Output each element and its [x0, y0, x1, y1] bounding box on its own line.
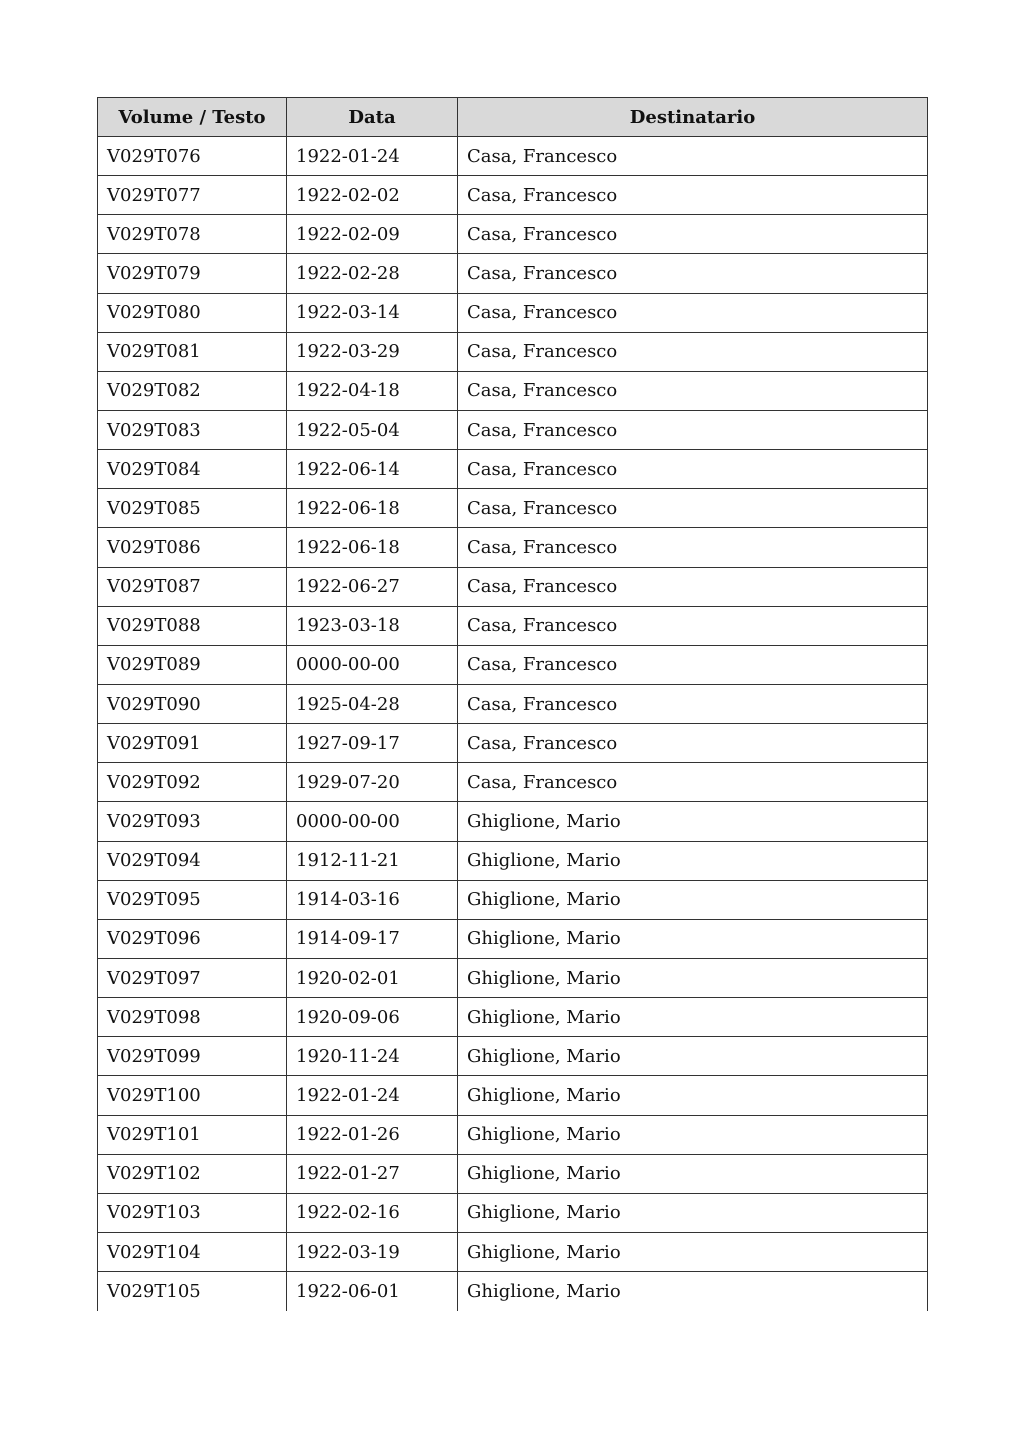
cell-volume-testo: V029T091	[98, 724, 287, 763]
table-row	[98, 919, 928, 958]
header-data: Data	[287, 98, 458, 137]
table-row	[98, 1232, 928, 1271]
cell-destinatario: Casa, Francesco	[458, 684, 928, 723]
cell-data: 1923-03-18	[287, 606, 458, 645]
cell-data: 1912-11-21	[287, 841, 458, 880]
table-row	[98, 489, 928, 528]
table-row	[98, 1076, 928, 1115]
letters-table	[97, 97, 928, 1311]
cell-destinatario: Casa, Francesco	[458, 528, 928, 567]
cell-data: 1922-06-27	[287, 567, 458, 606]
table-body	[98, 137, 928, 1311]
cell-volume-testo: V029T078	[98, 215, 287, 254]
cell-destinatario: Ghiglione, Mario	[458, 841, 928, 880]
table-row	[98, 410, 928, 449]
table-row	[98, 567, 928, 606]
cell-volume-testo: V029T076	[98, 137, 287, 176]
cell-data: 1922-03-19	[287, 1232, 458, 1271]
cell-volume-testo: V029T087	[98, 567, 287, 606]
cell-data: 1922-04-18	[287, 371, 458, 410]
cell-volume-testo: V029T096	[98, 919, 287, 958]
cell-data: 1922-02-09	[287, 215, 458, 254]
cell-destinatario: Ghiglione, Mario	[458, 802, 928, 841]
cell-data: 1920-09-06	[287, 998, 458, 1037]
table-row	[98, 450, 928, 489]
cell-destinatario: Casa, Francesco	[458, 371, 928, 410]
cell-data: 1922-03-14	[287, 293, 458, 332]
table-row	[98, 1037, 928, 1076]
cell-destinatario: Ghiglione, Mario	[458, 1076, 928, 1115]
cell-destinatario: Casa, Francesco	[458, 293, 928, 332]
cell-volume-testo: V029T100	[98, 1076, 287, 1115]
cell-volume-testo: V029T099	[98, 1037, 287, 1076]
cell-data: 1922-06-18	[287, 528, 458, 567]
cell-destinatario: Casa, Francesco	[458, 410, 928, 449]
table-row	[98, 1154, 928, 1193]
cell-destinatario: Ghiglione, Mario	[458, 958, 928, 997]
table-row	[98, 645, 928, 684]
table-row	[98, 958, 928, 997]
table-row	[98, 137, 928, 176]
cell-volume-testo: V029T092	[98, 763, 287, 802]
cell-volume-testo: V029T077	[98, 176, 287, 215]
cell-volume-testo: V029T102	[98, 1154, 287, 1193]
cell-destinatario: Ghiglione, Mario	[458, 1272, 928, 1311]
table-row	[98, 880, 928, 919]
table-row	[98, 684, 928, 723]
header-destinatario: Destinatario	[458, 98, 928, 137]
cell-data: 1922-06-14	[287, 450, 458, 489]
cell-destinatario: Casa, Francesco	[458, 176, 928, 215]
table-row	[98, 176, 928, 215]
cell-volume-testo: V029T101	[98, 1115, 287, 1154]
cell-destinatario: Casa, Francesco	[458, 332, 928, 371]
table-row	[98, 802, 928, 841]
cell-volume-testo: V029T081	[98, 332, 287, 371]
cell-destinatario: Casa, Francesco	[458, 215, 928, 254]
cell-destinatario: Ghiglione, Mario	[458, 919, 928, 958]
cell-volume-testo: V029T082	[98, 371, 287, 410]
cell-destinatario: Ghiglione, Mario	[458, 1193, 928, 1232]
table-row	[98, 371, 928, 410]
cell-volume-testo: V029T103	[98, 1193, 287, 1232]
cell-volume-testo: V029T085	[98, 489, 287, 528]
table-row	[98, 841, 928, 880]
cell-data: 1922-01-24	[287, 1076, 458, 1115]
cell-data: 1922-06-18	[287, 489, 458, 528]
cell-volume-testo: V029T105	[98, 1272, 287, 1311]
cell-data: 1914-03-16	[287, 880, 458, 919]
cell-destinatario: Casa, Francesco	[458, 450, 928, 489]
table-row	[98, 528, 928, 567]
table-row	[98, 332, 928, 371]
table-row	[98, 1115, 928, 1154]
cell-destinatario: Ghiglione, Mario	[458, 1154, 928, 1193]
cell-data: 1925-04-28	[287, 684, 458, 723]
cell-destinatario: Ghiglione, Mario	[458, 880, 928, 919]
cell-volume-testo: V029T095	[98, 880, 287, 919]
cell-data: 1922-01-27	[287, 1154, 458, 1193]
cell-volume-testo: V029T079	[98, 254, 287, 293]
cell-data: 0000-00-00	[287, 802, 458, 841]
cell-destinatario: Ghiglione, Mario	[458, 998, 928, 1037]
cell-data: 1920-02-01	[287, 958, 458, 997]
cell-destinatario: Casa, Francesco	[458, 489, 928, 528]
cell-volume-testo: V029T086	[98, 528, 287, 567]
cell-volume-testo: V029T084	[98, 450, 287, 489]
table-header	[98, 98, 928, 137]
header-row	[98, 98, 928, 137]
table-row	[98, 998, 928, 1037]
cell-destinatario: Casa, Francesco	[458, 763, 928, 802]
cell-data: 1922-06-01	[287, 1272, 458, 1311]
cell-volume-testo: V029T097	[98, 958, 287, 997]
cell-data: 1922-01-26	[287, 1115, 458, 1154]
table-row	[98, 215, 928, 254]
cell-data: 1929-07-20	[287, 763, 458, 802]
cell-destinatario: Ghiglione, Mario	[458, 1232, 928, 1271]
cell-destinatario: Casa, Francesco	[458, 724, 928, 763]
cell-destinatario: Casa, Francesco	[458, 645, 928, 684]
table-row	[98, 763, 928, 802]
cell-volume-testo: V029T089	[98, 645, 287, 684]
cell-data: 1914-09-17	[287, 919, 458, 958]
cell-volume-testo: V029T090	[98, 684, 287, 723]
cell-data: 1927-09-17	[287, 724, 458, 763]
cell-volume-testo: V029T083	[98, 410, 287, 449]
cell-destinatario: Casa, Francesco	[458, 606, 928, 645]
cell-destinatario: Casa, Francesco	[458, 137, 928, 176]
cell-destinatario: Casa, Francesco	[458, 254, 928, 293]
cell-volume-testo: V029T104	[98, 1232, 287, 1271]
table-row	[98, 1193, 928, 1232]
cell-volume-testo: V029T080	[98, 293, 287, 332]
cell-destinatario: Ghiglione, Mario	[458, 1115, 928, 1154]
cell-volume-testo: V029T093	[98, 802, 287, 841]
cell-volume-testo: V029T098	[98, 998, 287, 1037]
cell-data: 1922-02-16	[287, 1193, 458, 1232]
table-row	[98, 724, 928, 763]
cell-data: 1920-11-24	[287, 1037, 458, 1076]
table-row	[98, 606, 928, 645]
cell-data: 1922-05-04	[287, 410, 458, 449]
cell-data: 1922-01-24	[287, 137, 458, 176]
cell-volume-testo: V029T094	[98, 841, 287, 880]
table-row	[98, 1272, 928, 1311]
cell-data: 1922-02-28	[287, 254, 458, 293]
table-row	[98, 293, 928, 332]
cell-data: 1922-03-29	[287, 332, 458, 371]
cell-data: 0000-00-00	[287, 645, 458, 684]
cell-data: 1922-02-02	[287, 176, 458, 215]
cell-volume-testo: V029T088	[98, 606, 287, 645]
header-volume-testo: Volume / Testo	[98, 98, 287, 137]
cell-destinatario: Casa, Francesco	[458, 567, 928, 606]
cell-destinatario: Ghiglione, Mario	[458, 1037, 928, 1076]
table-row	[98, 254, 928, 293]
